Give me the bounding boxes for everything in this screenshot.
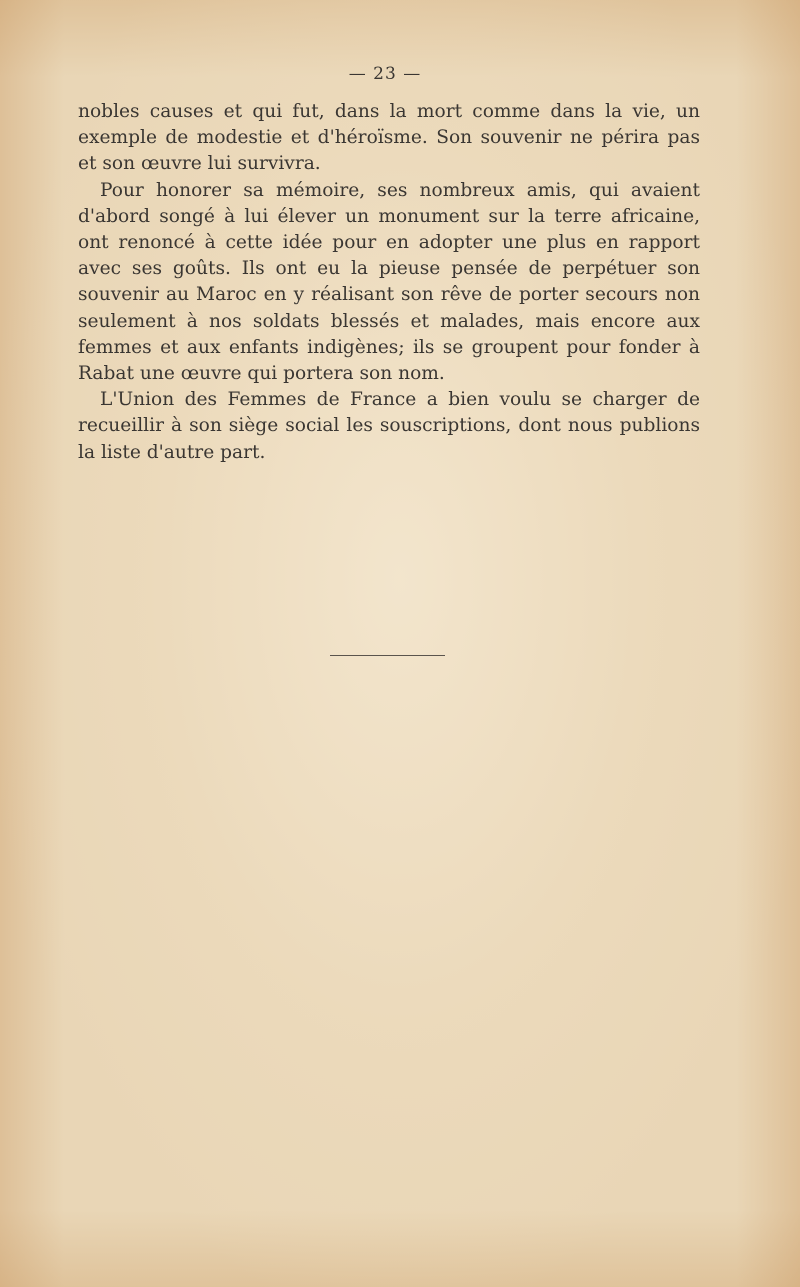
- body-text: [78, 99, 700, 466]
- section-divider: [330, 655, 445, 656]
- page-number: — 23 —: [348, 64, 422, 84]
- paragraph-3: L'Union des Femmes de France a bien voulu se charger de recueillir à son siège social les souscriptions, dont nous publions la liste d'autre part.: [78, 389, 700, 463]
- paragraph-2: Pour honorer sa mémoire, ses nombreux amis, qui avaient d'abord songé à lui élever un monument sur la terre africaine, ont renoncé à cette idée pour en adopter une plus en rapport avec ses goûts. Ils ont eu la pieuse pensée de perpétuer son souvenir au Maroc en y réalisant son rêve de porter secours non seulement à nos soldats blessés et malades, mais encore aux femmes et aux enfants indigènes; ils se groupent pour fonder à Rabat une œuvre qui portera son nom.: [78, 179, 700, 385]
- paragraph-1: nobles causes et qui fut, dans la mort comme dans la vie, un exemple de modestie et d'héroïsme. Son souvenir ne périra pas et son œuvre lui survivra.: [78, 101, 700, 175]
